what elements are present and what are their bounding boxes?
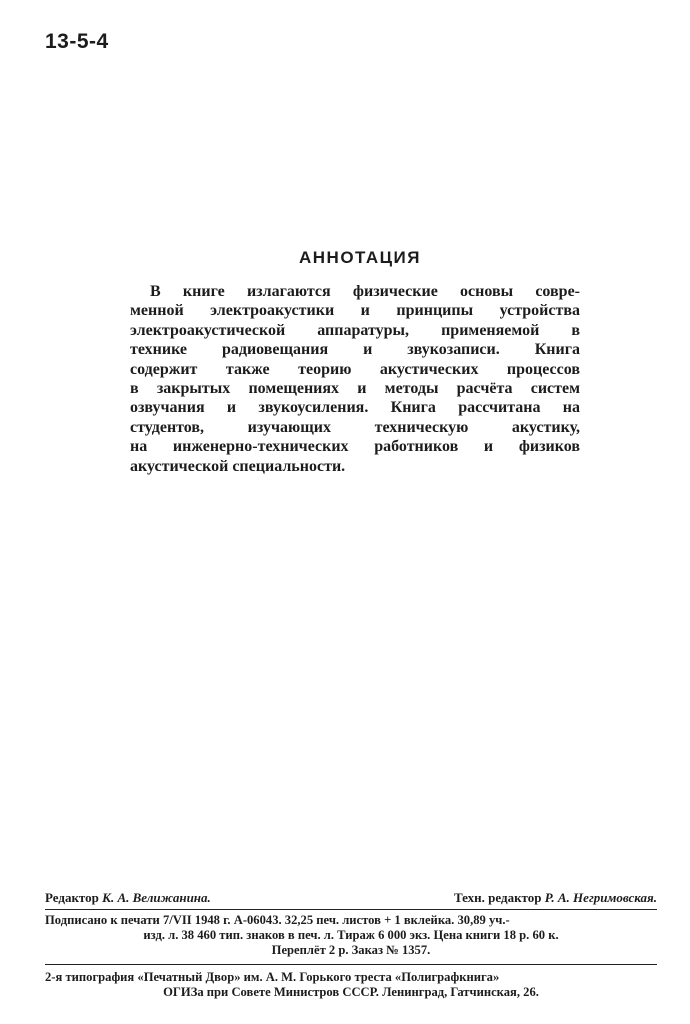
annotation-line: технике радиовещания и звукозаписи. Книга [130, 341, 580, 359]
divider [45, 964, 657, 965]
signed-for-print-line: Подписано к печати 7/VII 1948 г. А-06043. 32,25 печ. листов + 1 вклейка. 30,89 уч.- [45, 913, 510, 927]
annotation-line: менной электроакустики и принципы устройства [130, 302, 580, 320]
catalog-code: 13-5-4 [45, 30, 109, 53]
annotation-section [130, 248, 580, 476]
publication-data-line: изд. л. 38 460 тип. знаков в печ. л. Тираж 6 000 экз. Цена книги 18 р. 60 к. [143, 928, 559, 942]
editor-name: К. А. Велижанина. [102, 890, 211, 905]
annotation-line: на инженерно-технических работников и физиков [130, 438, 580, 456]
editor-credit [45, 890, 211, 905]
editor-label: Редактор [45, 890, 99, 905]
annotation-line: акустической специальности. [130, 457, 346, 475]
typography-line: 2-я типография «Печатный Двор» им. А. М. Горького треста «Полиграфкнига» [45, 970, 500, 984]
imprint-block [45, 890, 657, 1000]
annotation-text [130, 282, 580, 476]
annotation-title: АННОТАЦИЯ [299, 248, 421, 267]
annotation-line: В книге излагаются физические основы совре- [150, 283, 580, 300]
tech-editor-label: Техн. редактор [453, 890, 542, 905]
typography-info [45, 970, 657, 1000]
binding-order-line: Переплёт 2 р. Заказ № 1357. [271, 943, 431, 957]
annotation-line: в закрытых помещениях и методы расчёта систем [130, 380, 580, 398]
editors-row [45, 890, 657, 905]
divider [45, 909, 657, 910]
tech-editor-name: Р. А. Негримовская. [544, 890, 657, 905]
annotation-line: электроакустической аппаратуры, применяемой в [130, 321, 580, 339]
tech-editor-credit [454, 890, 657, 905]
annotation-line: содержит также теорию акустических процессов [130, 360, 580, 378]
annotation-line: студентов, изучающих техническую акустику, [130, 418, 580, 436]
annotation-line: озвучания и звукоусиления. Книга рассчитана на [130, 399, 580, 417]
typography-line: ОГИЗа при Совете Министров СССР. Ленинград, Гатчинская, 26. [163, 985, 539, 999]
